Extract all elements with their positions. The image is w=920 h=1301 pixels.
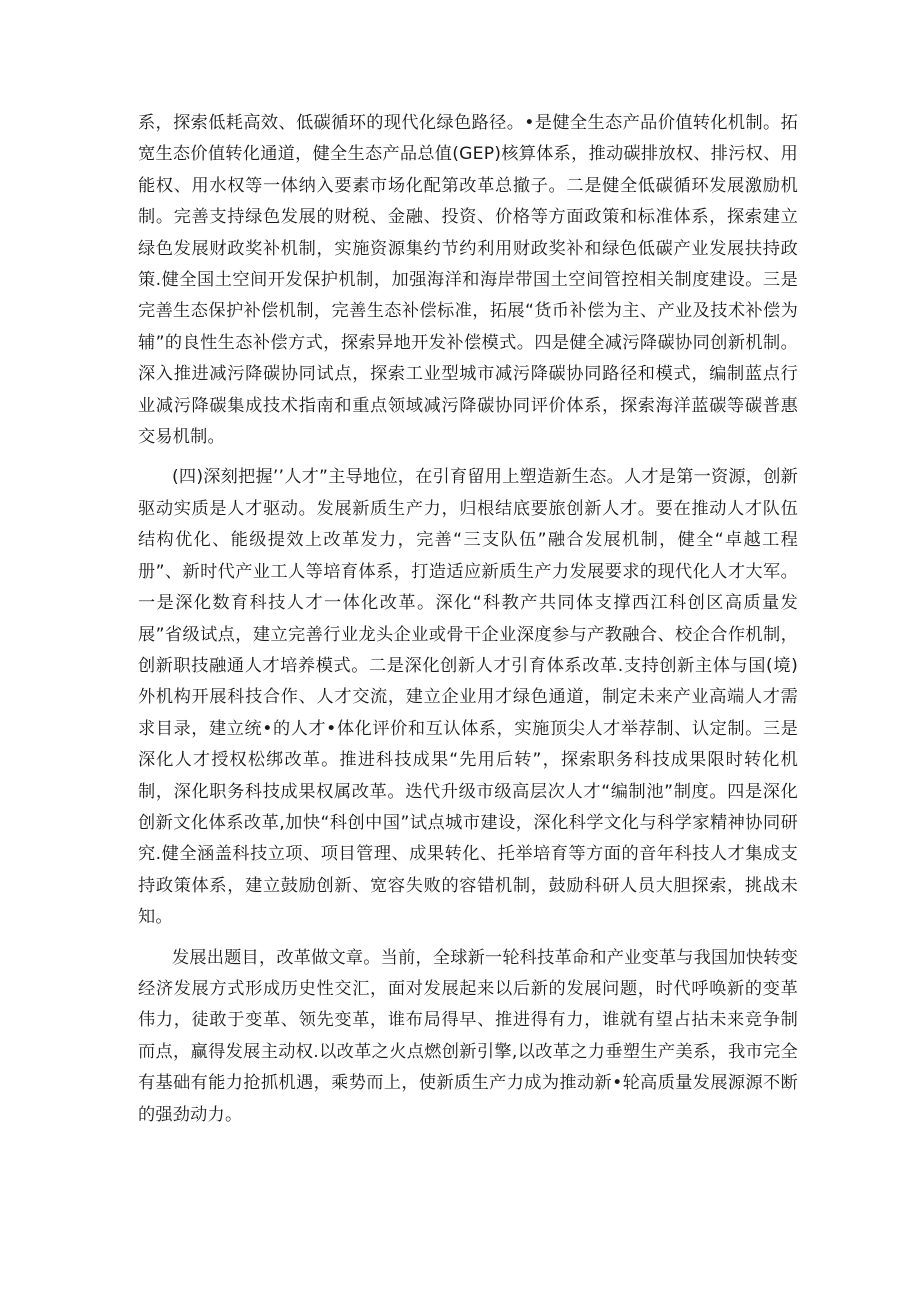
paragraph-conclusion: 发展出题目，改革做文章。当前，全球新一轮科技革命和产业变革与我国加快转变经济发展方式形成历史性交汇，面对发展起来以后新的发展问题，时代呼唤新的变革伟力，徒敢于变革、领先变革，谁布局得早、推进得有力，谁就有望占拈未来竞争制而点，赢得发展主动权.以改革之火点燃创新引擎,以改革之力垂塑生产美系，我市完全有基础有能力抢抓机遇，乘势而上，使新质生产力成为推动新•轮高质量发展源源不断的强劲动力。 <box>138 947 798 1125</box>
document-body <box>138 108 798 1131</box>
paragraph-continued: 系，探索低耗高效、低碳循环的现代化绿色路径。•是健全生态产品价值转化机制。拓宽生态价值转化通道，健全生态产品总值(GEP)核算体系，推动碳排放权、排污权、用能权、用水权等一体纳入要素市场化配第改革总撤子。二是健全低碳循环发展激励机制。完善支持绿色发展的财税、金融、投资、价格等方面政策和标准体系，探索建立绿色发展财政奖补机制，实施资源集约节约利用财政奖补和绿色低碳产业发展扶持政策.健全国土空间开发保护机制，加强海洋和海岸带国土空间管控相关制度建设。三是完善生态保护补偿机制，完善生态补偿标准，拓展“货币补偿为主、产业及技术补偿为辅”的良性生态补偿方式，探索异地开发补偿模式。四是健全减污降碳协同创新机制。深入推进减污降碳协同试点，探索工业型城市减污降碳协同路径和模式，编制蓝点行业减污降碳集成技术指南和重点领域减污降碳协同评价体系，探索海洋蓝碳等碳普惠交易机制。 <box>138 113 798 448</box>
paragraph-section-four: (四)深刻把握’’人才”主导地位，在引育留用上塑造新生态。人才是第一资源，创新驱动实质是人才驱动。发展新质生产力，归根结底要旅创新人才。要在推动人才队伍结构优化、能级提效上改革发力，完善“三支队伍”融合发展机制，健全“卓越工程册”、新时代产业工人等培育体系，打造适应新质生产力发展要求的现代化人才大军。一是深化数育科技人才一体化改革。深化“科教产共同体支撑西江科创区高质量发展”省级试点，建立完善行业龙头企业或骨干企业深度参与产教融合、校企合作机制，创新职技融通人才培养模式。二是深化创新人才引育体系改革.支持创新主体与国(境)外机构开展科技合作、人才交流，建立企业用才绿色通道，制定未来产业高端人才需求目录，建立统•的人才•体化评价和互认体系，实施顶尖人才举荐制、认定制。三是深化人才授权松绑改革。推进科技成果“先用后转”，探索职务科技成果限时转化机制，深化职务科技成果权属改革。迭代升级市级高层次人才“编制池”制度。四是深化创新文化体系改革,加快“科创中国”试点城市建设，深化科学文化与科学家精神协同研究.健全涵盖科技立项、项目管理、成果转化、托举培育等方面的音年科技人才集成支持政策体系，建立鼓励创新、宽容失败的容错机制，鼓励科研人员大胆探索，挑战未知。 <box>138 467 798 928</box>
